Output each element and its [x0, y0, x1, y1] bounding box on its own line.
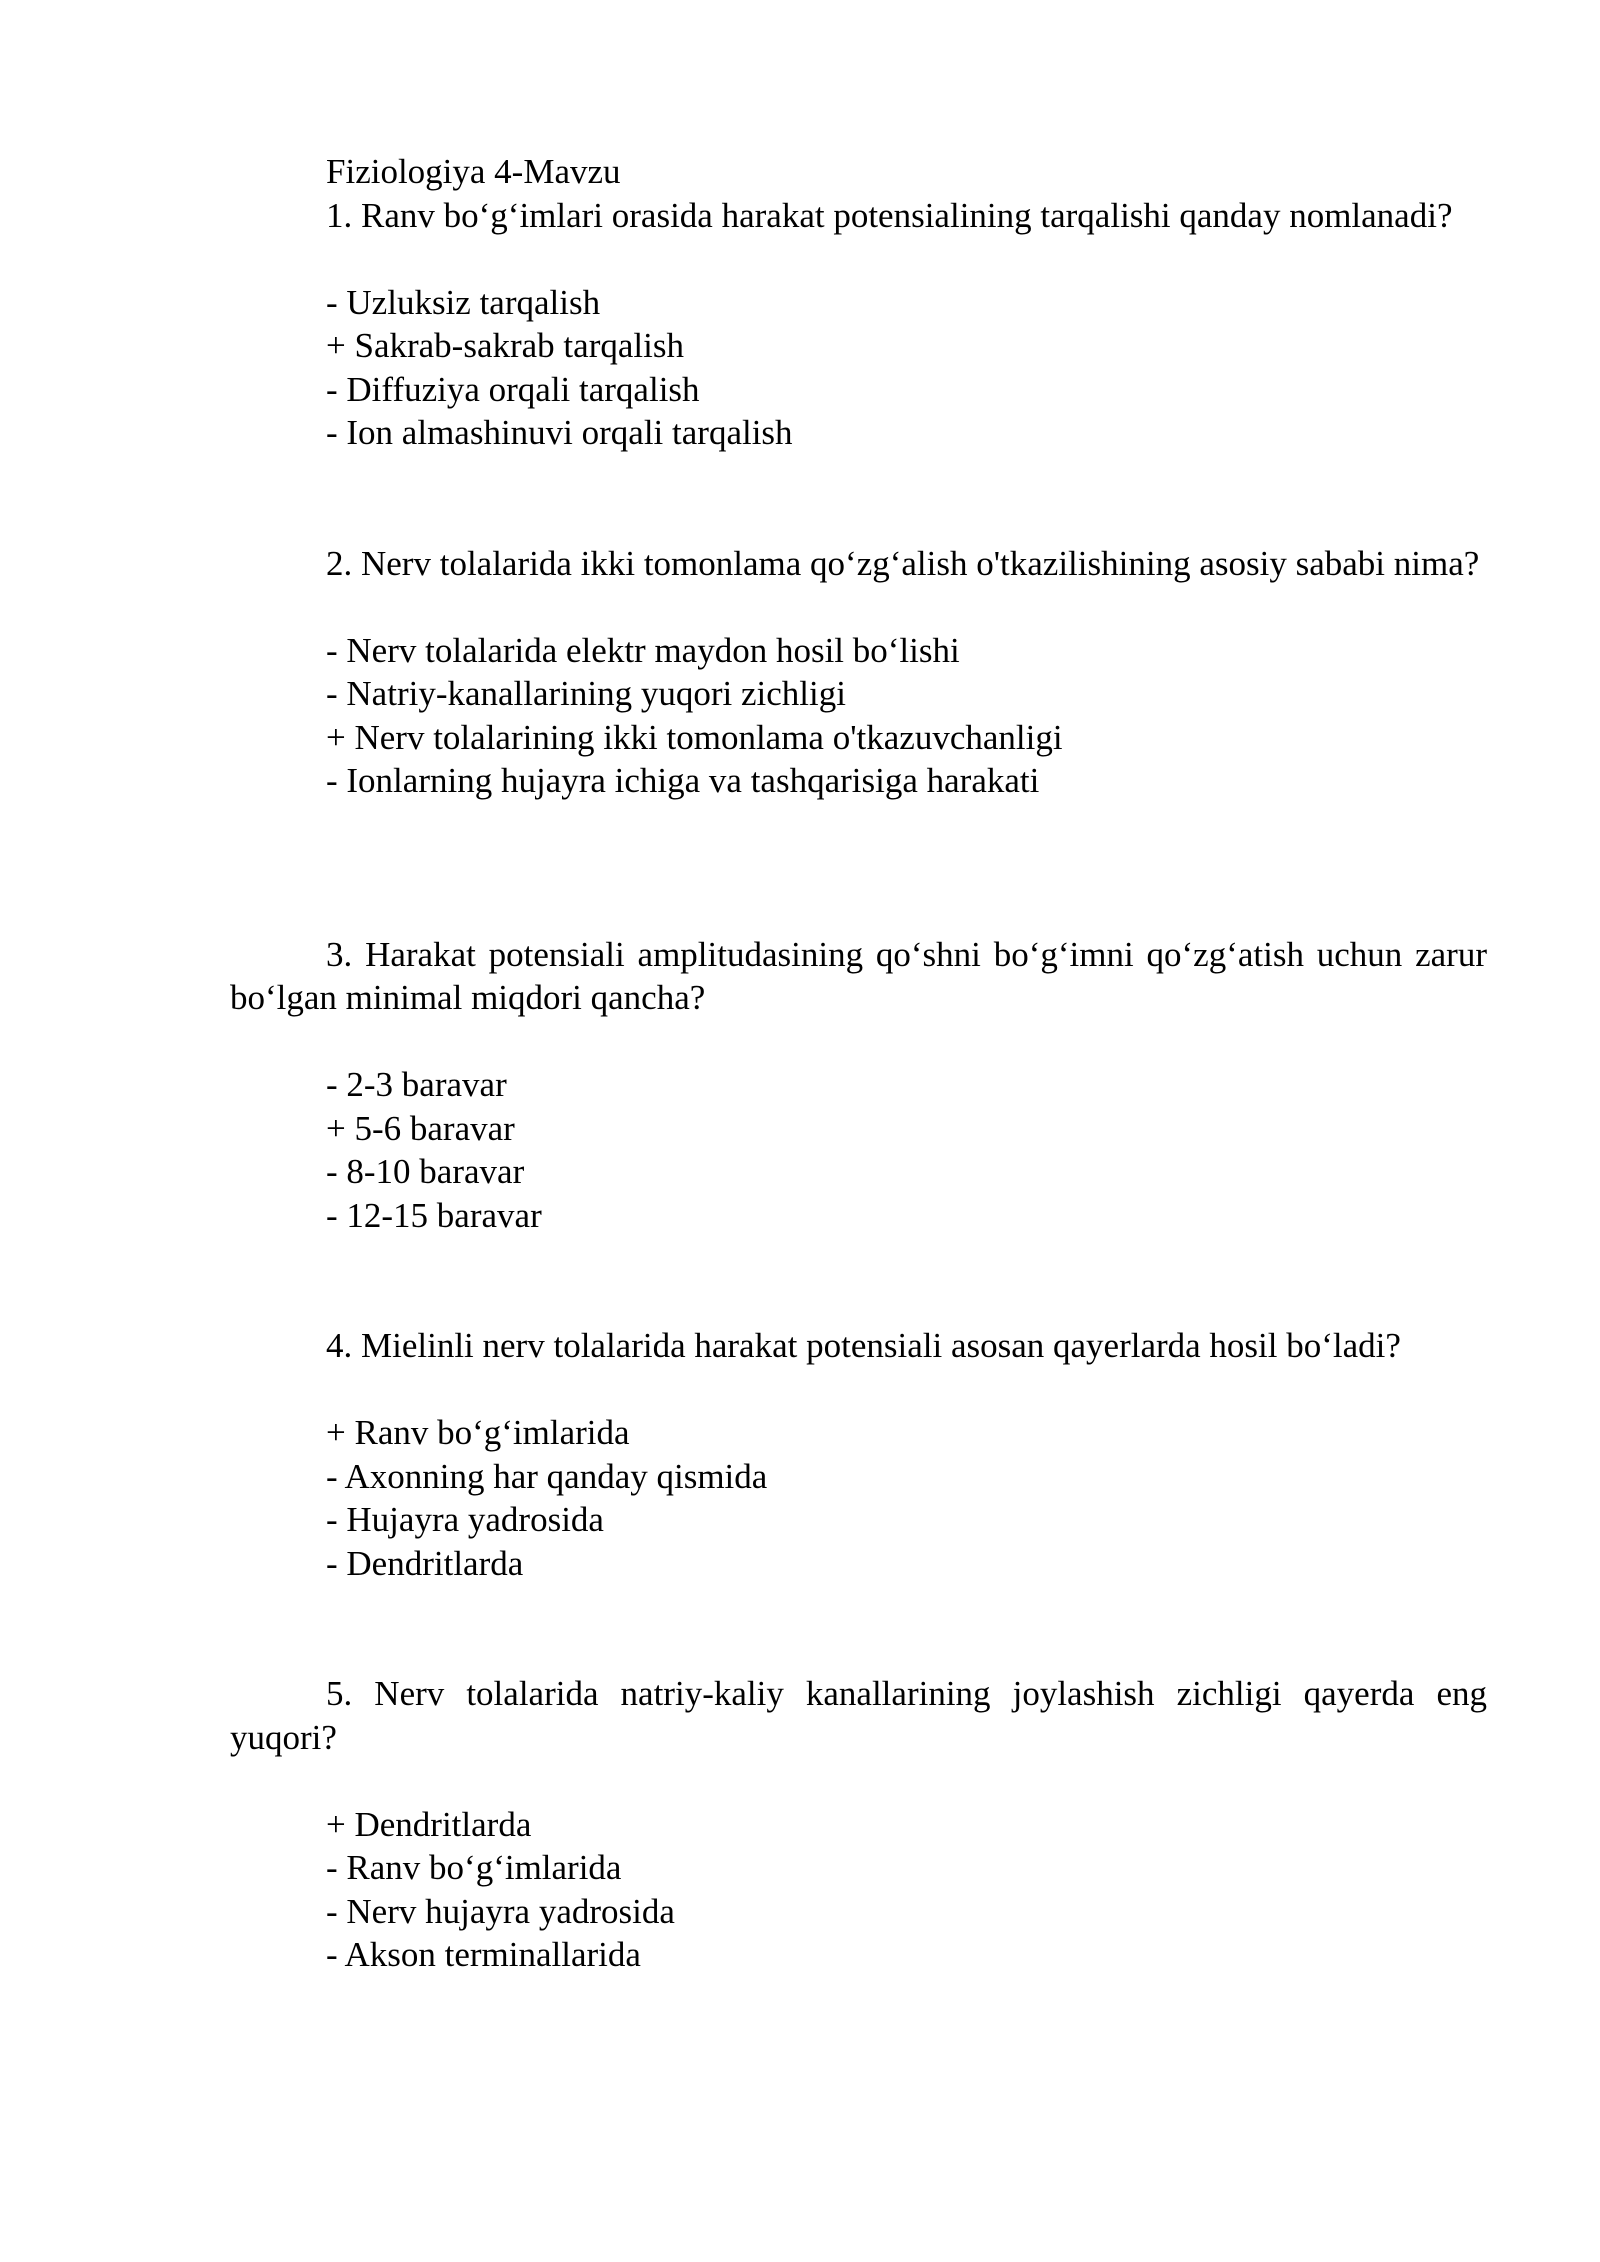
question-text: 4. Mielinli nerv tolalarida harakat potensiali asosan qayerlarda hosil bo‘ladi? — [326, 1326, 1401, 1365]
document-title: Fiziologiya 4-Mavzu — [326, 152, 621, 191]
answer-option: - Uzluksiz tarqalish — [326, 282, 601, 322]
answer-option: - 2-3 baravar — [326, 1065, 507, 1104]
answer-option: - Ionlarning hujayra ichiga va tashqarisiga harakati — [326, 761, 1040, 800]
answer-option: + 5-6 baravar — [326, 1108, 515, 1148]
answer-option: - Dendritlarda — [326, 1543, 524, 1583]
answer-option: + Nerv tolalarining ikki tomonlama o'tkazuvchanligi — [326, 717, 1063, 757]
answer-option: - Hujayra yadrosida — [326, 1500, 604, 1539]
answer-options — [230, 1063, 1487, 1237]
answer-options — [230, 1411, 1487, 1585]
answer-option: + Sakrab-sakrab tarqalish — [326, 326, 684, 365]
answer-option: - Axonning har qanday qismida — [326, 1456, 768, 1496]
answer-option: + Ranv bo‘g‘imlarida — [326, 1413, 630, 1452]
question-block-1 — [230, 194, 1487, 455]
answer-option: - Natriy-kanallarining yuqori zichligi — [326, 674, 846, 713]
answer-option: - Ranv bo‘g‘imlarida — [326, 1848, 622, 1887]
question-text: 3. Harakat potensiali amplitudasining qo‘shni bo‘g‘imni qo‘zg‘atish uchun zarur bo‘lgan minimal miqdori qancha? — [230, 934, 1487, 1017]
answer-option: - Diffuziya orqali tarqalish — [326, 369, 700, 409]
answer-option: - Akson terminallarida — [326, 1935, 641, 1974]
question-text: 2. Nerv tolalarida ikki tomonlama qo‘zg‘alish o'tkazilishining asosiy sababi nima? — [326, 543, 1480, 583]
answer-options — [230, 629, 1487, 803]
question-block-2 — [230, 542, 1487, 803]
answer-option: + Dendritlarda — [326, 1804, 532, 1844]
document-body — [230, 150, 1487, 1977]
answer-options — [230, 1803, 1487, 1977]
answer-option: - Nerv tolalarida elektr maydon hosil bo‘lishi — [326, 630, 960, 670]
question-block-3 — [230, 933, 1487, 1238]
answer-option: - 8-10 baravar — [326, 1152, 525, 1191]
answer-option: - 12-15 baravar — [326, 1195, 542, 1235]
question-block-4 — [230, 1324, 1487, 1585]
question-block-5 — [230, 1672, 1487, 1977]
answer-option: - Ion almashinuvi orqali tarqalish — [326, 413, 793, 452]
answer-option: - Nerv hujayra yadrosida — [326, 1891, 675, 1931]
question-text: 5. Nerv tolalarida natriy-kaliy kanallarining joylashish zichligi qayerda eng yuqori? — [230, 1674, 1487, 1757]
answer-options — [230, 281, 1487, 455]
question-text: 1. Ranv bo‘g‘imlari orasida harakat potensialining tarqalishi qanday nomlanadi? — [326, 195, 1453, 235]
